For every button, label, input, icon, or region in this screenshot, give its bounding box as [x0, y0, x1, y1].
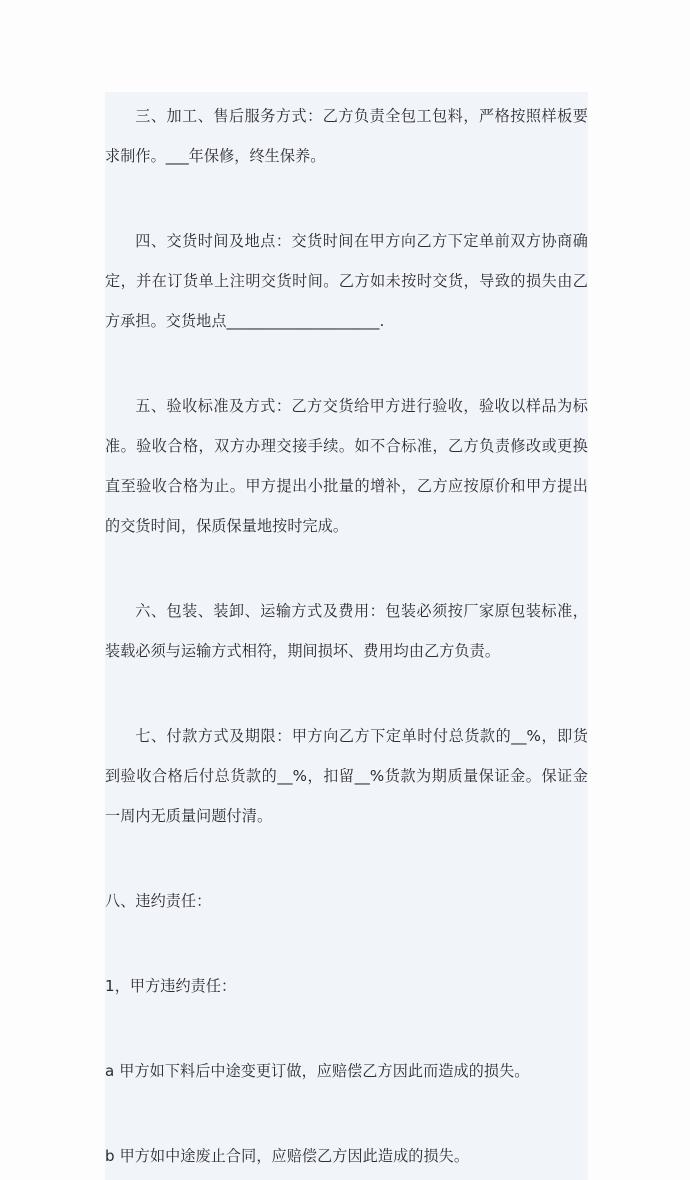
paragraph-clause-6: 六、包装、装卸、运输方式及费用：包装必须按厂家原包装标准，装载必须与运输方式相符，期间损坏、费用均由乙方负责。: [105, 602, 588, 660]
paragraph-clause-8-1-b: b 甲方如中途废止合同，应赔偿乙方因此造成的损失。: [105, 1147, 470, 1165]
document-text-column: [105, 92, 588, 1180]
paragraph-clause-8-1-a: a 甲方如下料后中途变更订做，应赔偿乙方因此而造成的损失。: [105, 1062, 530, 1080]
paragraph-clause-8-1-heading: 1，甲方违约责任：: [105, 977, 237, 995]
paragraph-clause-7: 七、付款方式及期限：甲方向乙方下定单时付总货款的__%，即货到验收合格后付总货款的__%，扣留__%货款为期质量保证金。保证金一周内无质量问题付清。: [105, 727, 588, 825]
paragraph-clause-5: 五、验收标准及方式：乙方交货给甲方进行验收，验收以样品为标准。验收合格，双方办理交接手续。如不合标准，乙方负责修改或更换直至验收合格为止。甲方提出小批量的增补，乙方应按原价和甲方提出的交货时间，保质保量地按时完成。: [105, 397, 588, 535]
paragraph-clause-8-heading: 八、违约责任：: [105, 892, 212, 910]
paragraph-clause-3: 三、加工、售后服务方式：乙方负责全包工包料，严格按照样板要求制作。___年保修，终生保养。: [105, 107, 588, 165]
paragraph-clause-4: 四、交货时间及地点：交货时间在甲方向乙方下定单前双方协商确定，并在订货单上注明交货时间。乙方如未按时交货，导致的损失由乙方承担。交货地点____________________.: [105, 232, 588, 330]
